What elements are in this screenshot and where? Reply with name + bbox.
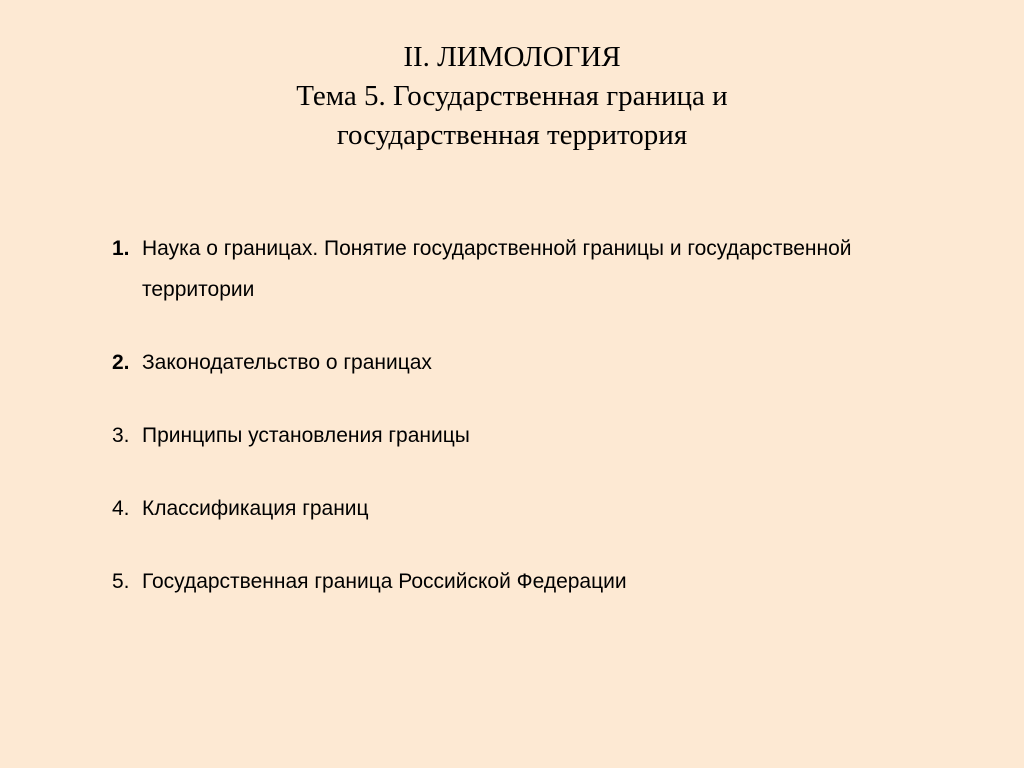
agenda-item [112,415,912,456]
agenda-item-number: 4. [112,497,130,520]
agenda-item-number: 5. [112,570,130,593]
agenda-item-text: Законодательство о границах [142,351,432,374]
topic-heading-line-2: государственная территория [336,119,688,151]
topic-heading-line-1: Тема 5. Государственная граница и [296,80,728,112]
slide-title [0,38,1024,155]
agenda-item [112,561,912,602]
agenda-item-number: 1. [112,237,130,260]
section-heading: II. ЛИМОЛОГИЯ [403,41,621,73]
agenda-item-number: 2. [112,351,130,374]
agenda-item-text: Наука о границах. Понятие государственной границы и государственной территории [142,237,852,301]
agenda-item-text: Классификация границ [142,497,369,520]
agenda-item [112,228,912,310]
agenda-item-text: Государственная граница Российской Федерации [142,570,627,593]
agenda-item [112,342,912,383]
agenda-item [112,488,912,529]
agenda-item-text: Принципы установления границы [142,424,470,447]
agenda-list [112,228,912,634]
agenda-item-number: 3. [112,424,130,447]
